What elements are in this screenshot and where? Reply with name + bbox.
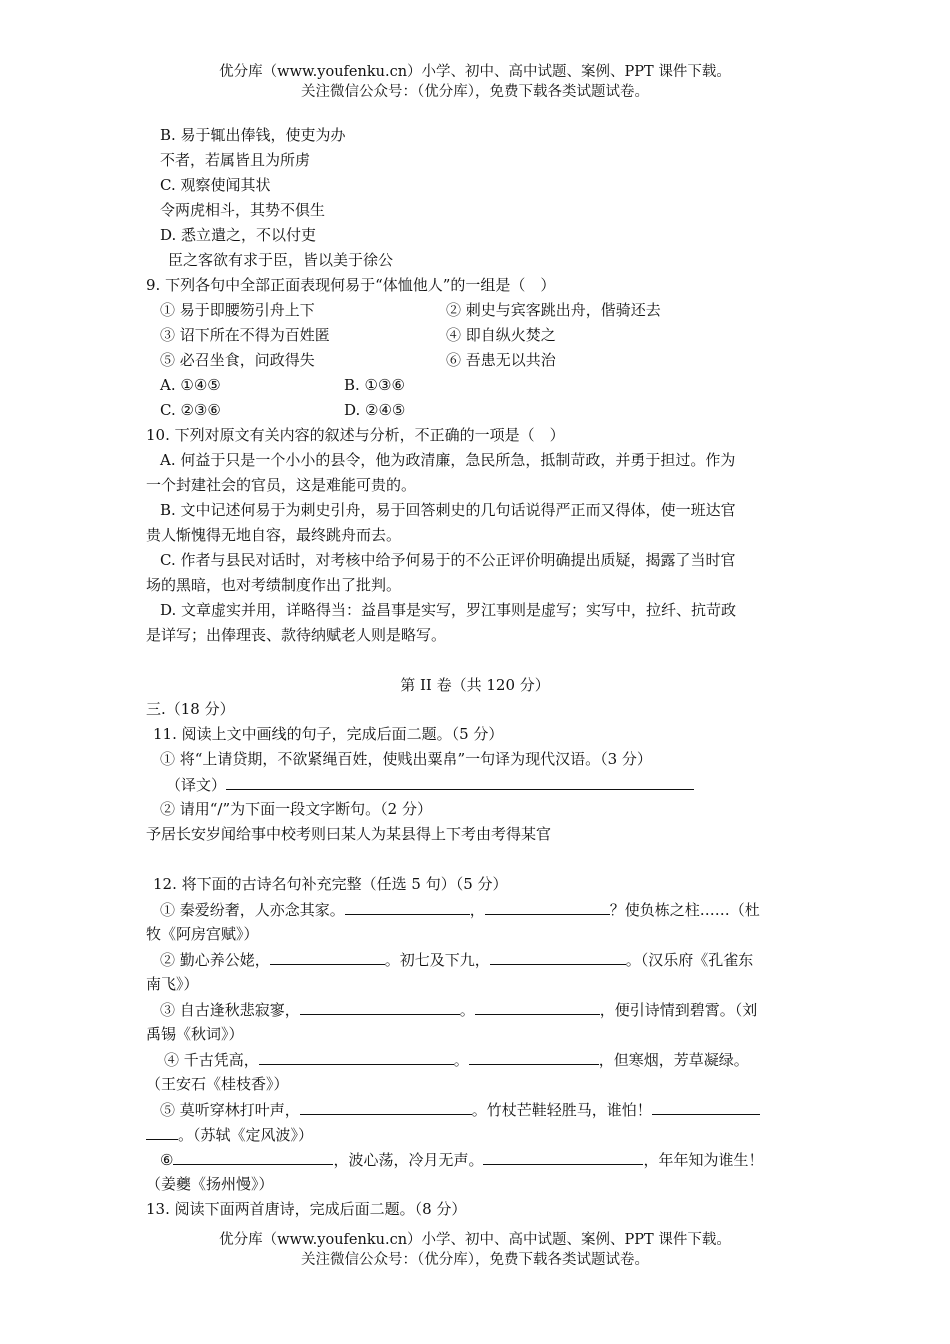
q8-option-b-line1: B. 易于辄出俸钱，使吏为办	[160, 126, 346, 144]
q12-poem-6	[160, 1148, 763, 1171]
header-line-2: 关注微信公众号：（优分库），免费下载各类试题试卷。	[301, 84, 649, 100]
q12-poem-3: ③ 自古逢秋悲寂寥， 。 ，便引诗情到碧霄。（刘	[160, 998, 757, 1021]
q12-p4-blank-2[interactable]	[469, 1048, 599, 1065]
q9-option-b: B. ①③⑥	[344, 376, 405, 394]
q12-poem-1: ① 秦爱纷奢，人亦念其家。 ， ？使负栋之柱……（杜	[160, 898, 760, 921]
q12-p2-text-c: 。（汉乐府《孔雀东	[625, 951, 754, 969]
q9-option-d: D. ②④⑤	[344, 401, 406, 419]
q12-p5-blank-2-cont[interactable]	[146, 1123, 178, 1140]
q12-p6-text-a: ⑥	[160, 1151, 174, 1169]
q8-option-b-line2: 不者，若属皆且为所虏	[160, 151, 311, 169]
q8-option-c-line1: C. 观察使闻其状	[160, 176, 271, 194]
q9-item-3: ③ 诏下所在不得为百姓匿	[160, 326, 330, 344]
q10-option-d-line1: D. 文章虚实并用，详略得当：益昌事是实写，罗江事则是虚写；实写中，拉纤、抗苛政	[160, 601, 737, 619]
q11-subquestion-2: ② 请用“/”为下面一段文字断句。（2 分）	[160, 800, 432, 818]
q12-p3-blank-2[interactable]	[475, 998, 600, 1015]
q11-stem: 11. 阅读上文中画线的句子，完成后面二题。（5 分）	[153, 725, 504, 743]
q9-stem: 9. 下列各句中全部正面表现何易于“体恤他人”的一组是（ ）	[146, 276, 556, 294]
q12-p2-text-a: ② 勤心养公姥，	[160, 951, 270, 969]
q8-option-c-line2: 令两虎相斗，其势不俱生	[160, 201, 326, 219]
q8-option-d-line2: 臣之客欲有求于臣，皆以美于徐公	[168, 251, 394, 269]
q12-stem: 12. 将下面的古诗名句补充完整（任选 5 句）（5 分）	[153, 875, 508, 893]
q11-punctuation-text: 予居长安岁闻给事中校考则曰某人为某县得上下考由考得某官	[146, 825, 552, 843]
q12-poem-2	[160, 948, 753, 971]
q12-p1-text-a: ① 秦爱纷奢，人亦念其家。	[160, 901, 345, 919]
q12-p3-text-b: ，便引诗情到碧霄。（刘	[599, 1001, 758, 1019]
q12-p1-blank-1[interactable]	[345, 898, 470, 915]
q9-item-5: ⑤ 必召坐食，问政得失	[160, 351, 315, 369]
q12-p4-text-a: ④ 千古凭高，	[164, 1051, 259, 1069]
q12-poem-4: ④ 千古凭高， 。 ，但寒烟，芳草凝绿。	[164, 1048, 749, 1071]
q12-p5-blank-2[interactable]	[652, 1098, 760, 1115]
q12-poem-5	[160, 1098, 760, 1121]
q10-stem: 10. 下列对原文有关内容的叙述与分析，不正确的一项是（ ）	[146, 426, 565, 444]
q11-answer-label: （译文）	[166, 776, 227, 794]
q10-option-b-line1: B. 文中记述何易于为刺史引舟，易于回答刺史的几句话说得严正而又得体，使一班达官	[160, 501, 736, 519]
q12-p4-source: （王安石《桂枝香》）	[146, 1075, 289, 1093]
header-line-1: 优分库（www.youfenku.cn）小学、初中、高中试题、案例、PPT 课件下载。	[219, 64, 731, 80]
q9-item-6: ⑥ 吾患无以共治	[446, 351, 556, 369]
q9-item-1: ① 易于即腰笏引舟上下	[160, 301, 315, 319]
q9-option-a: A. ①④⑤	[160, 376, 221, 394]
q12-p2-text-b: 。初七及下九，	[384, 951, 490, 969]
q12-p6-blank-2[interactable]	[483, 1148, 643, 1165]
q13-stem: 13. 阅读下面两首唐诗，完成后面二题。（8 分）	[146, 1200, 467, 1218]
q10-option-d-line2: 是详写；出俸理丧、款待纳赋老人则是略写。	[146, 626, 447, 644]
q12-p2-blank-1[interactable]	[270, 948, 385, 965]
q10-option-c-line2: 场的黑暗，也对考绩制度作出了批判。	[146, 576, 402, 594]
q11-answer-blank[interactable]	[226, 773, 694, 790]
q9-item-4: ④ 即自纵火焚之	[446, 326, 556, 344]
q11-answer-row	[166, 773, 694, 796]
q10-option-b-line2: 贵人惭愧得无地自容，最终跳舟而去。	[146, 526, 402, 544]
q9-item-2: ② 刺史与宾客跳出舟，偕骑还去	[446, 301, 661, 319]
q12-p3-source: 禹锡《秋词》）	[146, 1025, 244, 1043]
q10-option-a-line2: 一个封建社会的官员，这是难能可贵的。	[146, 476, 417, 494]
q12-p3-text-a: ③ 自古逢秋悲寂寥，	[160, 1001, 300, 1019]
q12-p5-text-a: ⑤ 莫听穿林打叶声，	[160, 1101, 300, 1119]
q12-p3-blank-1[interactable]	[300, 998, 460, 1015]
section-3-heading: 三.（18 分）	[146, 700, 235, 718]
q12-p1-blank-2[interactable]	[485, 898, 610, 915]
q12-p5-text-b: 。竹杖芒鞋轻胜马，谁怕！	[471, 1101, 652, 1119]
q8-option-d-line1: D. 悉立遣之，不以付吏	[160, 226, 317, 244]
q10-option-c-line1: C. 作者与县民对话时，对考核中给予何易于的不公正评价明确提出质疑，揭露了当时官	[160, 551, 736, 569]
part-2-title: 第 II 卷（共 120 分）	[400, 676, 550, 694]
q12-p6-blank-1[interactable]	[173, 1148, 333, 1165]
q12-p5-source: 。（苏轼《定风波》）	[178, 1126, 314, 1144]
footer-line-1: 优分库（www.youfenku.cn）小学、初中、高中试题、案例、PPT 课件下载。	[219, 1232, 731, 1248]
q12-p6-text-c: ，年年知为谁生！	[643, 1151, 764, 1169]
q12-p5-source-row	[146, 1123, 313, 1146]
q11-subquestion-1: ① 将“上请贷期，不欲紧绳百姓，使贱出粟帛”一句译为现代汉语。（3 分）	[160, 750, 652, 768]
q12-p6-text-b: ，波心荡，冷月无声。	[333, 1151, 484, 1169]
q12-p1-text-b: ？使负栋之柱……（杜	[609, 901, 760, 919]
q12-p5-blank-1[interactable]	[300, 1098, 472, 1115]
footer-line-2: 关注微信公众号：（优分库），免费下载各类试题试卷。	[301, 1252, 649, 1268]
q12-p4-text-b: ，但寒烟，芳草凝绿。	[598, 1051, 749, 1069]
q10-option-a-line1: A. 何益于只是一个小小的县令，他为政清廉，急民所急，抵制苛政，并勇于担过。作为	[160, 451, 736, 469]
q12-p1-source: 牧《阿房宫赋》）	[146, 925, 259, 943]
q12-p2-source: 南飞》）	[146, 975, 199, 993]
q12-p4-blank-1[interactable]	[259, 1048, 454, 1065]
q9-option-c: C. ②③⑥	[160, 401, 221, 419]
q12-p6-source: （姜夔《扬州慢》）	[146, 1175, 274, 1193]
q12-p2-blank-2[interactable]	[490, 948, 626, 965]
